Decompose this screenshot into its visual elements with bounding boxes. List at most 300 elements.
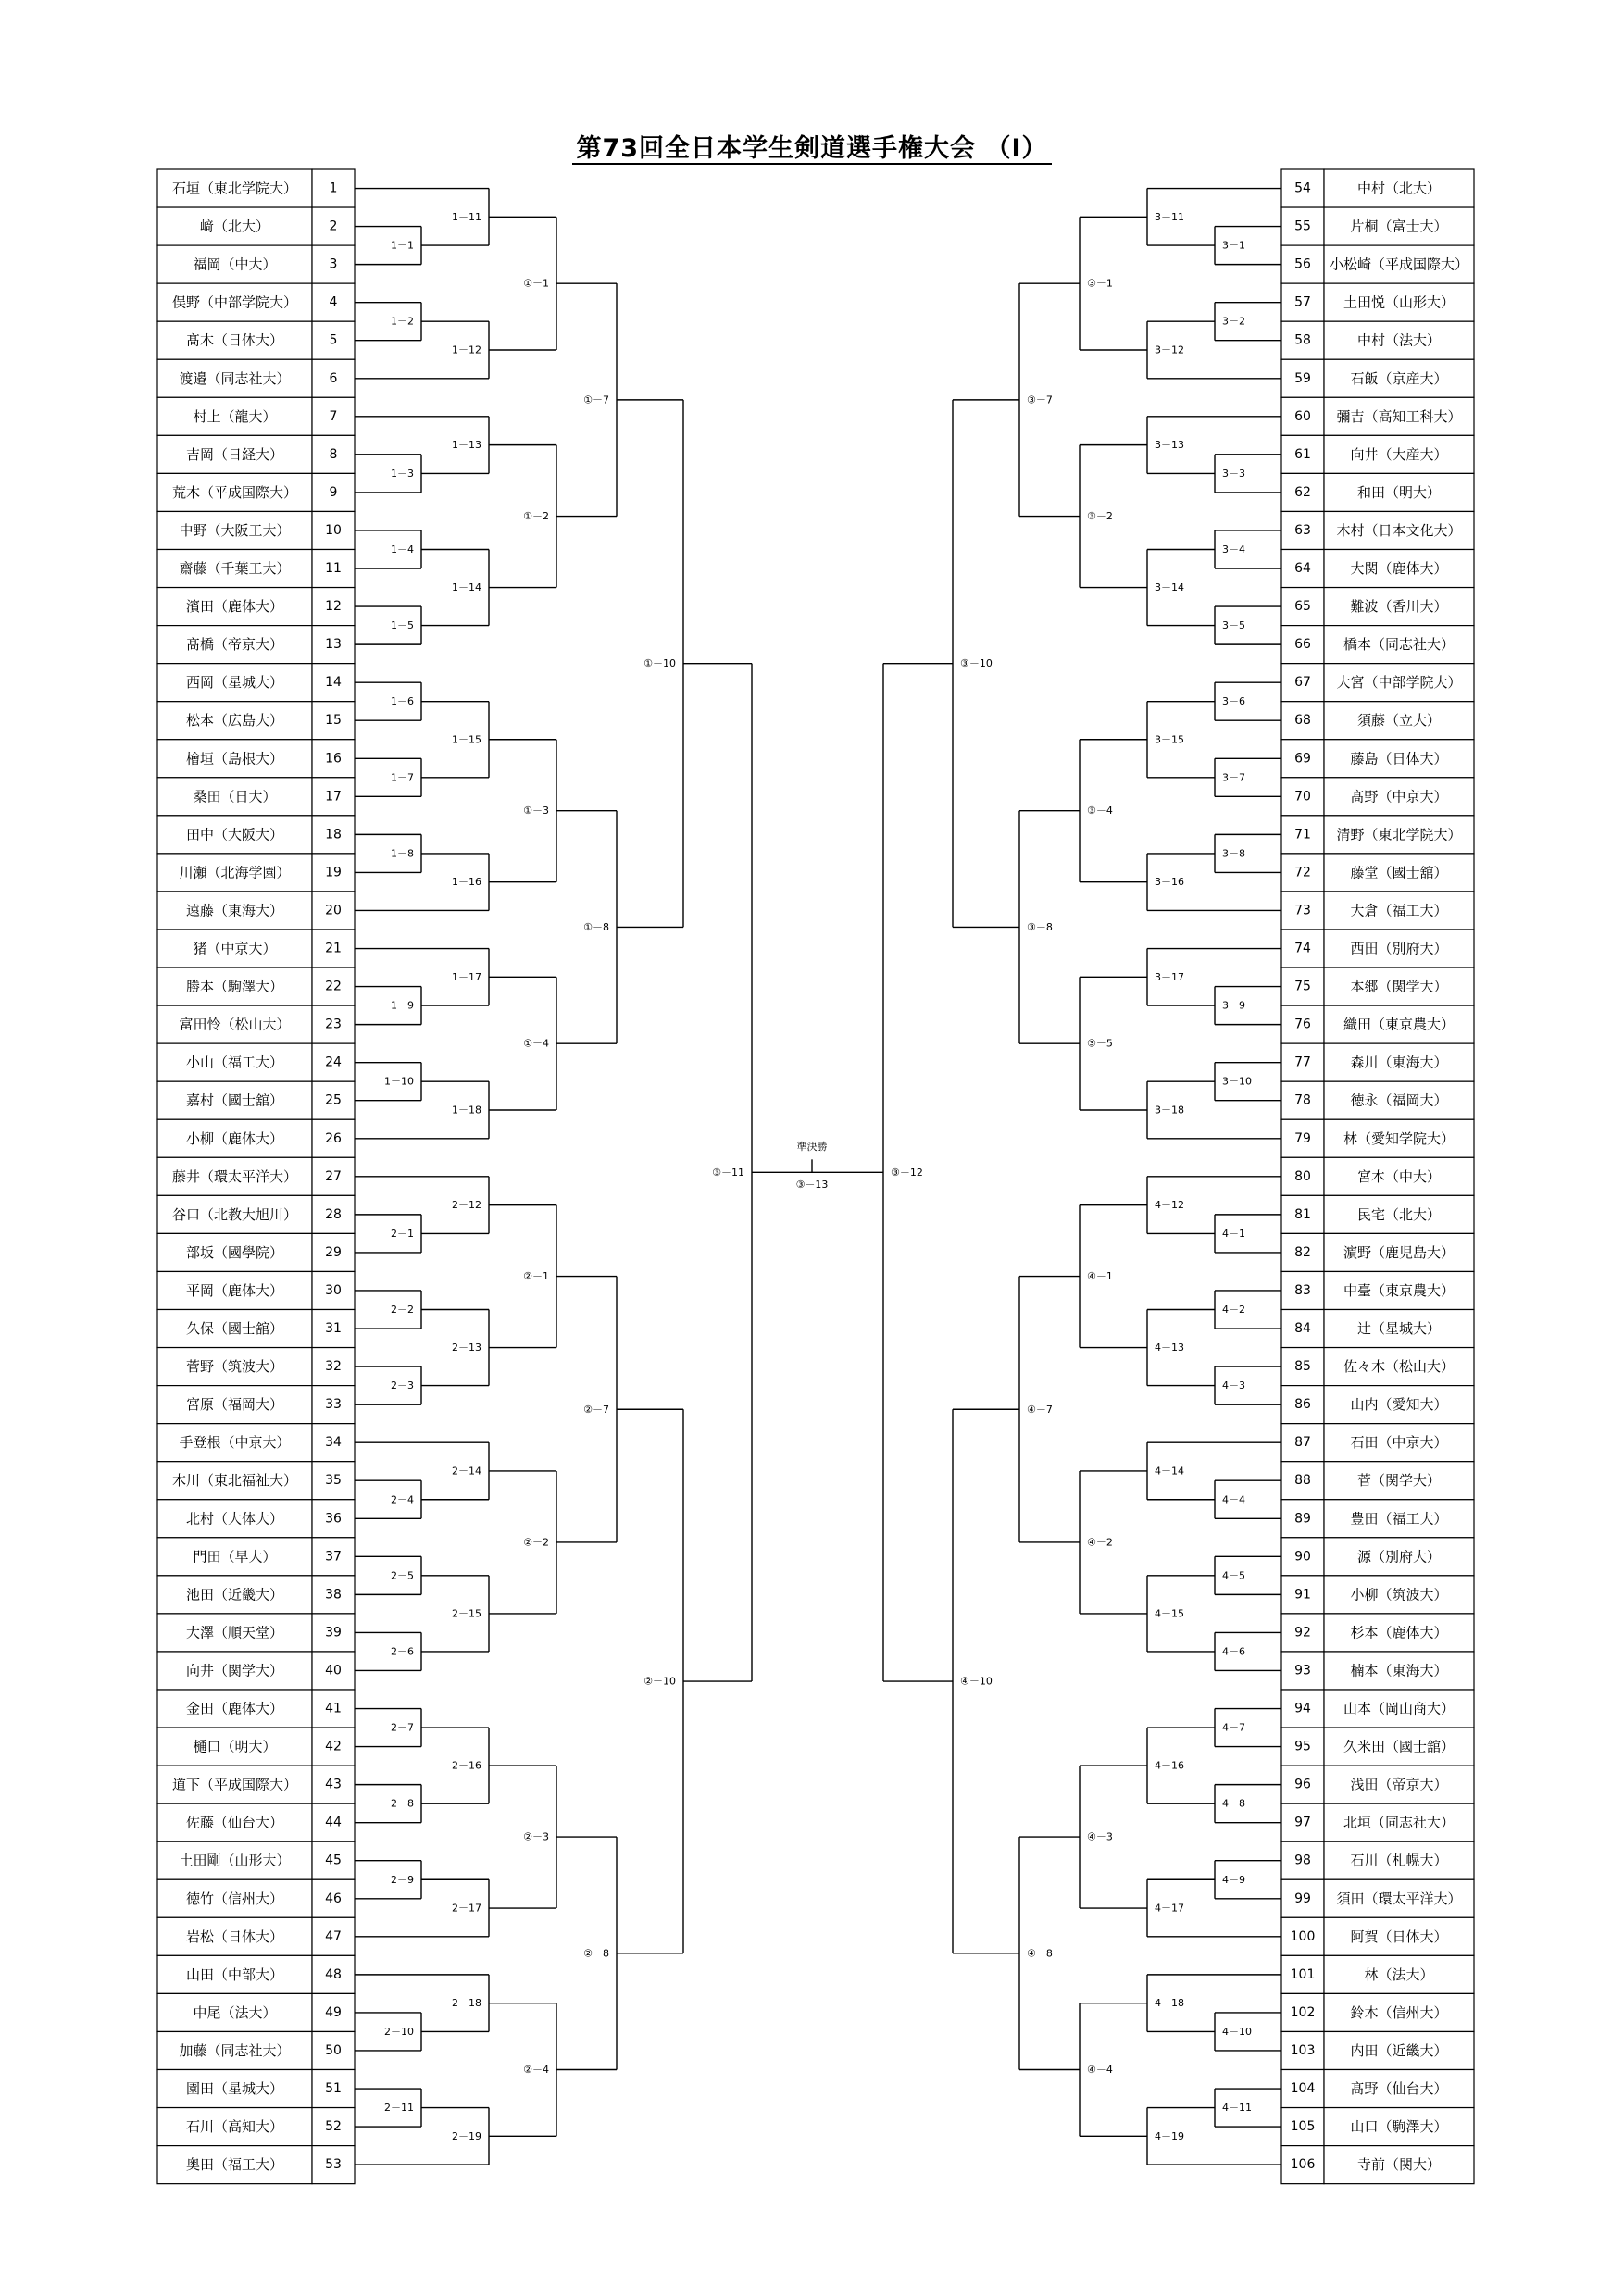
player-number: 62 [1294,484,1311,500]
player-number: 90 [1294,1549,1311,1565]
player-name: 和田（明大） [1356,483,1442,501]
match-label: 1－9 [391,999,414,1012]
player-name: 髙木（日体大） [185,331,284,349]
player-number: 25 [325,1092,342,1108]
match-label: 2－13 [452,1341,481,1354]
match-label: ①－8 [583,920,609,933]
player-name: 大宮（中部学院大） [1336,674,1462,692]
player-number: 10 [325,522,342,538]
player-name: 辻（星城大） [1356,1320,1442,1338]
player-number: 38 [325,1587,342,1603]
player-number: 12 [325,599,342,615]
match-label: ④－10 [960,1675,993,1688]
player-number: 14 [325,675,342,691]
player-name: 小柳（鹿体大） [185,1129,284,1147]
player-number: 63 [1294,522,1311,538]
player-number: 58 [1294,332,1311,348]
semifinal-match-label: ③－13 [795,1178,829,1191]
match-label: 2－14 [452,1465,481,1478]
match-label: 3－16 [1155,876,1184,889]
player-name: 濱田（鹿体大） [185,598,284,616]
player-name: 髙野（中京大） [1350,788,1448,805]
match-label: 1－14 [452,581,481,594]
player-name: 桑田（日大） [193,788,277,805]
player-name: 池田（近畿大） [185,1586,284,1603]
player-name: 宮原（福岡大） [185,1396,284,1414]
match-label: 4－5 [1222,1569,1245,1582]
player-number: 36 [325,1511,342,1527]
player-name: 奥田（福工大） [185,2156,284,2174]
player-number: 19 [325,865,342,880]
player-number: 35 [325,1473,342,1489]
player-number: 27 [325,1168,342,1184]
player-number: 42 [325,1739,342,1754]
semifinal-left-label: ③－11 [712,1166,744,1179]
player-number: 17 [325,789,342,805]
player-name: 山内（愛知大） [1350,1396,1448,1414]
match-label: 3－12 [1155,343,1184,356]
match-label: 2－16 [452,1759,481,1772]
match-label: 2－17 [452,1902,481,1915]
match-label: 4－10 [1222,2025,1252,2038]
match-label: ①－10 [643,657,676,670]
player-number: 98 [1294,1853,1311,1868]
player-name: 菅野（筑波大） [185,1358,284,1376]
player-number: 53 [325,2157,342,2173]
player-name: 宮本（中大） [1356,1167,1442,1185]
player-number: 85 [1294,1359,1311,1375]
player-name: 小柳（筑波大） [1350,1586,1448,1603]
player-number: 54 [1294,181,1311,196]
player-number: 95 [1294,1739,1311,1754]
player-number: 3 [329,256,338,272]
player-name: 中臺（東京農大） [1343,1281,1455,1299]
player-number: 2 [329,218,338,234]
player-number: 100 [1290,1928,1316,1944]
player-number: 29 [325,1244,342,1260]
player-number: 31 [325,1321,342,1337]
match-label: 2－4 [391,1493,414,1506]
player-name: 福岡（中大） [193,256,277,273]
player-name: 中村（北大） [1356,180,1442,197]
player-number: 59 [1294,370,1311,386]
player-number: 66 [1294,637,1311,653]
player-number: 57 [1294,294,1311,310]
match-label: ④－1 [1087,1270,1113,1283]
player-name: 中尾（法大） [193,2003,277,2021]
player-name: 道下（平成国際大） [171,1776,298,1793]
match-label: 2－2 [391,1304,414,1316]
player-number: 89 [1294,1511,1311,1527]
player-number: 4 [329,294,338,310]
match-label: 4－3 [1222,1379,1245,1392]
match-label: 3－1 [1222,239,1245,252]
player-number: 81 [1294,1206,1311,1222]
match-label: 2－11 [384,2102,414,2115]
player-number: 80 [1294,1168,1311,1184]
player-number: 8 [329,446,338,462]
player-name: 濵野（鹿児島大） [1343,1243,1455,1261]
match-label: ②－1 [523,1270,549,1283]
match-label: 2－9 [391,1873,414,1886]
player-name: 源（別府大） [1356,1548,1442,1566]
player-number: 47 [325,1928,342,1944]
player-name: 北垣（同志社大） [1343,1814,1455,1831]
player-number: 82 [1294,1244,1311,1260]
match-label: 2－19 [452,2129,481,2142]
match-label: 3－7 [1222,771,1245,784]
player-name: 遠藤（東海大） [185,902,284,919]
match-label: ③－7 [1027,393,1053,406]
player-name: 阿賀（日体大） [1350,1928,1448,1945]
player-name: 清野（東北学院大） [1336,826,1462,843]
match-label: 1－4 [391,543,414,555]
match-label: 2－7 [391,1721,414,1734]
match-label: 4－12 [1155,1199,1184,1212]
player-name: 民宅（北大） [1356,1205,1442,1223]
player-number: 93 [1294,1663,1311,1678]
match-label: 3－8 [1222,847,1245,860]
player-name: 富田怜（松山大） [179,1016,291,1033]
player-number: 45 [325,1853,342,1868]
player-number: 68 [1294,713,1311,729]
match-label: 1－8 [391,847,414,860]
player-number: 39 [325,1625,342,1641]
player-name: 土田剛（山形大） [179,1852,291,1869]
player-number: 78 [1294,1092,1311,1108]
player-number: 46 [325,1890,342,1906]
player-name: 髙野（仙台大） [1350,2080,1448,2098]
match-label: 1－7 [391,771,414,784]
match-label: 3－5 [1222,619,1245,632]
match-label: ②－10 [643,1675,676,1688]
player-name: 北村（大体大） [185,1510,284,1528]
player-number: 60 [1294,408,1311,424]
semifinal-label: 準決勝 [796,1140,828,1153]
match-label: 4－13 [1155,1341,1184,1354]
player-name: 門田（早大） [193,1548,277,1566]
player-name: 豊田（福工大） [1350,1510,1448,1528]
match-label: ④－7 [1027,1403,1053,1416]
match-label: 4－16 [1155,1759,1184,1772]
match-label: 2－3 [391,1379,414,1392]
match-label: 2－12 [452,1199,481,1212]
match-label: 3－10 [1222,1075,1252,1088]
match-label: 2－15 [452,1607,481,1620]
player-name: 須藤（立大） [1356,712,1442,730]
match-label: 4－4 [1222,1493,1245,1506]
match-label: 1－15 [452,733,481,746]
match-label: 3－13 [1155,439,1184,452]
match-label: 2－6 [391,1645,414,1658]
match-label: 2－18 [452,1997,481,2010]
player-number: 7 [329,408,338,424]
player-number: 9 [329,484,338,500]
match-label: 3－9 [1222,999,1245,1012]
player-number: 77 [1294,1054,1311,1070]
player-name: 菅（関学大） [1356,1472,1442,1490]
player-number: 64 [1294,561,1311,577]
player-number: 41 [325,1701,342,1716]
player-name: 織田（東京農大） [1343,1016,1455,1033]
player-number: 33 [325,1397,342,1413]
match-label: 4－9 [1222,1873,1245,1886]
match-label: 1－3 [391,467,414,480]
player-name: 石飯（京産大） [1350,369,1448,387]
player-number: 15 [325,713,342,729]
player-number: 73 [1294,903,1311,918]
player-name: 久保（國士舘） [185,1320,284,1338]
player-number: 37 [325,1549,342,1565]
player-number: 69 [1294,751,1311,767]
player-name: 難波（香川大） [1350,598,1448,616]
match-label: ③－8 [1027,920,1053,933]
match-label: 3－4 [1222,543,1245,555]
match-label: 3－18 [1155,1104,1184,1117]
match-label: 4－19 [1155,2129,1184,2142]
player-name: 金田（鹿体大） [185,1700,284,1717]
player-number: 61 [1294,446,1311,462]
match-label: ②－7 [583,1403,609,1416]
match-label: 1－18 [452,1104,481,1117]
player-name: 藤堂（國士舘） [1350,864,1448,881]
player-name: 猪（中京大） [193,940,277,957]
match-label: ②－4 [523,2064,549,2076]
match-label: 3－6 [1222,695,1245,708]
player-number: 34 [325,1435,342,1451]
match-label: ③－4 [1087,805,1113,817]
match-label: 1－2 [391,315,414,328]
player-name: 橋本（同志社大） [1343,636,1455,654]
player-name: 寺前（関大） [1356,2156,1442,2174]
player-name: 西岡（星城大） [185,674,284,692]
player-name: 石川（札幌大） [1350,1852,1448,1869]
player-name: 鈴木（信州大） [1350,2003,1448,2021]
match-label: 3－2 [1222,315,1245,328]
player-number: 51 [325,2081,342,2097]
semifinal-right-label: ③－12 [891,1166,923,1179]
match-label: 2－5 [391,1569,414,1582]
player-number: 83 [1294,1282,1311,1298]
player-number: 92 [1294,1625,1311,1641]
player-name: 本郷（関学大） [1350,978,1448,995]
match-label: ③－10 [960,657,993,670]
player-name: 須田（環太平洋大） [1336,1890,1462,1907]
player-name: 中村（法大） [1356,331,1442,349]
player-name: 石田（中京大） [1350,1434,1448,1452]
player-number: 88 [1294,1473,1311,1489]
match-label: 1－13 [452,439,481,452]
player-name: 久米田（國士舘） [1343,1738,1455,1755]
match-label: 1－5 [391,619,414,632]
player-name: 﨑（北大） [199,218,270,235]
player-number: 22 [325,979,342,994]
player-name: 内田（近畿大） [1350,2041,1448,2059]
player-name: 向井（大産大） [1350,445,1448,463]
match-label: ①－1 [523,277,549,290]
player-name: 齋藤（千葉工大） [179,560,291,578]
player-name: 渡邉（同志社大） [179,369,291,387]
player-name: 山田（中部大） [185,1965,284,1983]
player-name: 園田（星城大） [185,2080,284,2098]
player-name: 樋口（明大） [193,1738,277,1755]
match-label: 1－17 [452,970,481,983]
match-label: 4－8 [1222,1797,1245,1810]
player-name: 荒木（平成国際大） [171,483,298,501]
player-number: 71 [1294,827,1311,842]
player-number: 50 [325,2042,342,2058]
player-name: 勝本（駒澤大） [185,978,284,995]
player-name: 田中（大阪大） [185,826,284,843]
match-label: 4－18 [1155,1997,1184,2010]
match-label: 3－15 [1155,733,1184,746]
player-number: 28 [325,1206,342,1222]
match-label: 4－1 [1222,1227,1245,1240]
player-name: 木川（東北福祉大） [171,1472,298,1490]
match-label: 1－6 [391,695,414,708]
player-number: 44 [325,1815,342,1830]
match-label: 3－3 [1222,467,1245,480]
player-number: 32 [325,1359,342,1375]
player-number: 6 [329,370,338,386]
player-number: 102 [1290,2004,1316,2020]
player-number: 97 [1294,1815,1311,1830]
player-number: 30 [325,1282,342,1298]
player-name: 藤井（環太平洋大） [171,1167,298,1185]
player-number: 52 [325,2119,342,2135]
player-name: 村上（龍大） [193,407,277,425]
player-name: 彌吉（高知工科大） [1336,407,1462,425]
player-name: 徳永（福岡大） [1350,1092,1448,1109]
player-name: 中野（大阪工大） [179,521,291,539]
match-label: ①－4 [523,1037,549,1050]
player-number: 67 [1294,675,1311,691]
match-label: 4－15 [1155,1607,1184,1620]
match-label: ①－7 [583,393,609,406]
match-label: 2－10 [384,2025,414,2038]
player-number: 74 [1294,941,1311,956]
player-number: 18 [325,827,342,842]
player-name: 嘉村（國士舘） [185,1092,284,1109]
player-number: 104 [1290,2081,1316,2097]
player-name: 土田悦（山形大） [1343,293,1455,311]
player-name: 石川（高知大） [185,2118,284,2136]
player-number: 23 [325,1017,342,1032]
player-name: 吉岡（日経大） [185,445,284,463]
player-name: 山本（岡山商大） [1343,1700,1455,1717]
match-label: 1－12 [452,343,481,356]
player-name: 佐々木（松山大） [1343,1358,1455,1376]
player-name: 徳竹（信州大） [185,1890,284,1907]
player-number: 75 [1294,979,1311,994]
player-number: 20 [325,903,342,918]
player-name: 林（愛知学院大） [1343,1129,1455,1147]
match-label: 1－1 [391,239,414,252]
title-text: 第73回全日本学生剣道選手権大会 （Ⅰ） [572,134,1051,165]
match-label: 3－11 [1155,210,1184,223]
player-number: 13 [325,637,342,653]
player-name: 小松崎（平成国際大） [1329,256,1469,273]
player-number: 84 [1294,1321,1311,1337]
player-name: 佐藤（仙台大） [185,1814,284,1831]
match-label: 2－8 [391,1797,414,1810]
player-name: 小山（福工大） [185,1054,284,1071]
player-number: 26 [325,1130,342,1146]
match-label: ④－2 [1087,1536,1113,1549]
match-label: 4－7 [1222,1721,1245,1734]
match-label: 4－6 [1222,1645,1245,1658]
match-label: 3－17 [1155,970,1184,983]
player-name: 岩松（日体大） [185,1928,284,1945]
match-label: 4－2 [1222,1304,1245,1316]
match-label: 3－14 [1155,581,1184,594]
player-name: 大澤（順天堂） [185,1624,284,1641]
match-label: ④－4 [1087,2064,1113,2076]
match-label: ①－3 [523,805,549,817]
match-label: 1－16 [452,876,481,889]
player-number: 40 [325,1663,342,1678]
match-label: 4－14 [1155,1465,1184,1478]
player-number: 99 [1294,1890,1311,1906]
player-number: 91 [1294,1587,1311,1603]
player-number: 11 [325,561,342,577]
player-name: 楠本（東海大） [1350,1662,1448,1679]
player-number: 70 [1294,789,1311,805]
player-name: 加藤（同志社大） [179,2041,291,2059]
player-name: 杉本（鹿体大） [1350,1624,1448,1641]
player-name: 山口（駒澤大） [1350,2118,1448,2136]
player-name: 平岡（鹿体大） [185,1281,284,1299]
player-number: 1 [329,181,338,196]
player-name: 川瀬（北海学園） [179,864,291,881]
match-label: 1－10 [384,1075,414,1088]
player-name: 木村（日本文化大） [1336,521,1462,539]
player-name: 松本（広島大） [185,712,284,730]
player-name: 片桐（富士大） [1350,218,1448,235]
player-name: 谷口（北教大旭川） [171,1205,298,1223]
match-label: ④－8 [1027,1947,1053,1960]
player-number: 101 [1290,1966,1316,1982]
match-label: 4－11 [1222,2102,1252,2115]
player-name: 大関（鹿体大） [1350,560,1448,578]
player-number: 94 [1294,1701,1311,1716]
player-number: 65 [1294,599,1311,615]
player-name: 手登根（中京大） [179,1434,291,1452]
player-name: 大倉（福工大） [1350,902,1448,919]
player-name: 髙橋（帝京大） [185,636,284,654]
player-number: 56 [1294,256,1311,272]
match-label: ③－1 [1087,277,1113,290]
match-label: 4－17 [1155,1902,1184,1915]
match-label: ①－2 [523,510,549,523]
player-number: 55 [1294,218,1311,234]
player-number: 106 [1290,2157,1316,2173]
player-number: 72 [1294,865,1311,880]
player-number: 96 [1294,1777,1311,1792]
match-label: 1－11 [452,210,481,223]
match-label: ③－2 [1087,510,1113,523]
player-name: 檜垣（島根大） [185,750,284,767]
player-number: 79 [1294,1130,1311,1146]
player-name: 石垣（東北学院大） [171,180,298,197]
match-label: ②－8 [583,1947,609,1960]
player-name: 藤島（日体大） [1350,750,1448,767]
match-label: ②－3 [523,1830,549,1843]
player-name: 向井（関学大） [185,1662,284,1679]
player-number: 103 [1290,2042,1316,2058]
player-number: 21 [325,941,342,956]
player-name: 俣野（中部学院大） [171,293,298,311]
